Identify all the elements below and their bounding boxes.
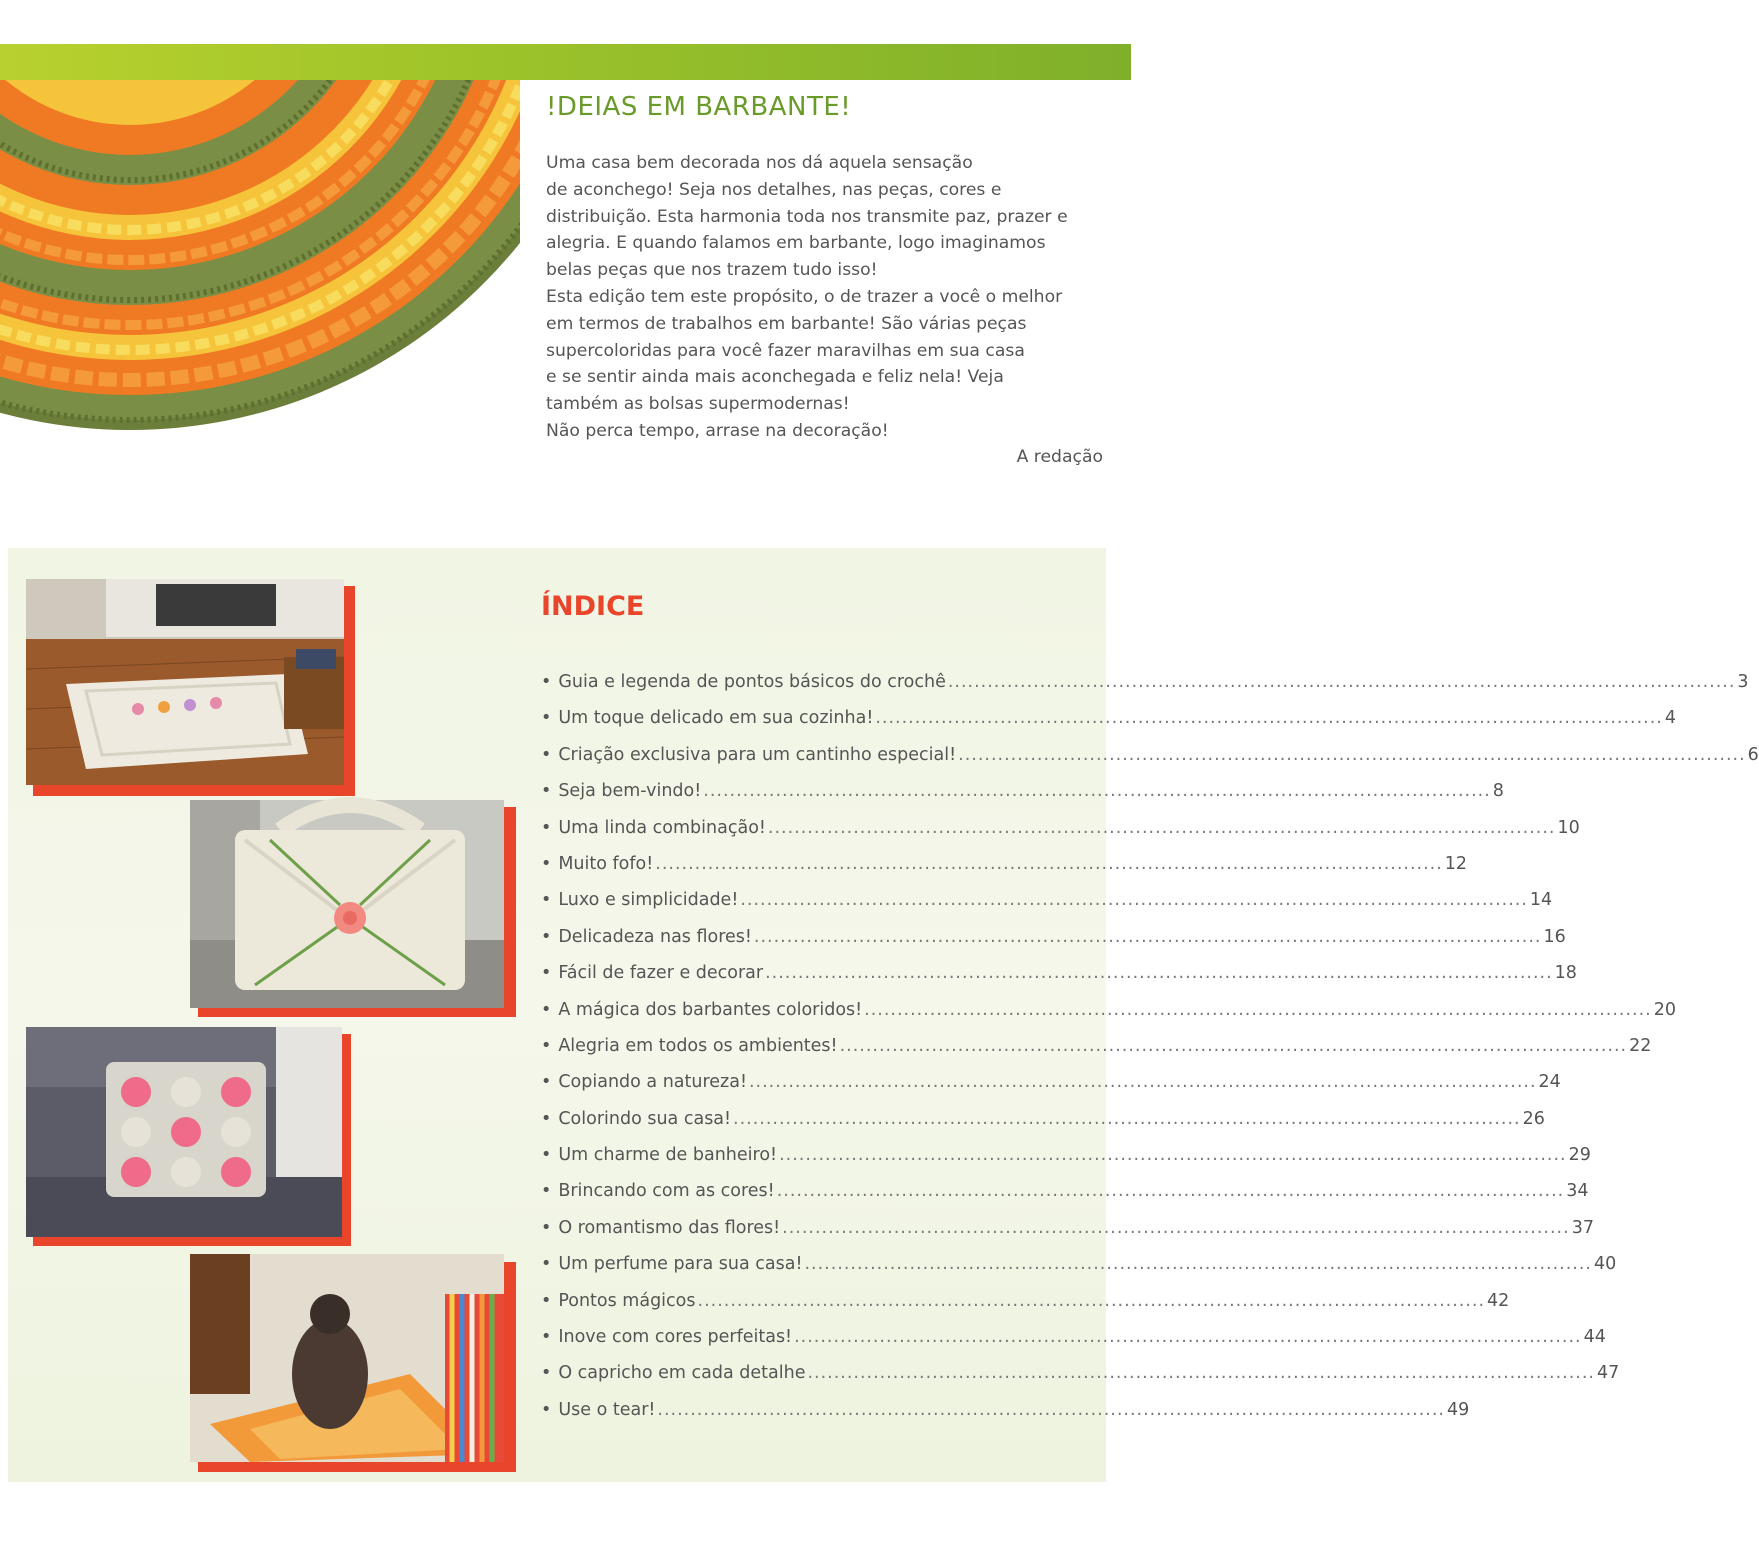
round-rug-photo — [0, 80, 520, 500]
toc-item-page: 8 — [1492, 781, 1504, 802]
bullet: • — [541, 963, 552, 984]
toc-item-page: 26 — [1522, 1108, 1545, 1129]
toc-item-page: 29 — [1568, 1145, 1591, 1166]
toc-item-page: 3 — [1737, 672, 1749, 692]
intro-line: supercoloridas para você fazer maravilhas em sua casa — [546, 340, 1025, 361]
bullet: • — [541, 1217, 552, 1238]
toc-item-label: Luxo e simplicidade! — [558, 890, 739, 911]
dot-leader: ........................................................................................................................ — [748, 1072, 1537, 1093]
index-title: ÍNDICE — [541, 591, 645, 622]
crochet-pillow-photo — [26, 1027, 342, 1237]
signature: A redação — [1016, 447, 1103, 467]
toc-item-page: 14 — [1529, 890, 1553, 911]
dot-leader: ........................................................................................................................ — [804, 1254, 1592, 1275]
toc-item-page: 34 — [1566, 1181, 1589, 1202]
toc-item-page: 20 — [1653, 999, 1676, 1020]
toc-item-page: 10 — [1557, 817, 1580, 838]
bullet: • — [541, 1145, 552, 1166]
intro-line: em termos de trabalhos em barbante! São várias peças — [546, 313, 1027, 334]
intro-line: Esta edição tem este propósito, o de trazer a você o melhor — [546, 286, 1063, 307]
dot-leader: ........................................................................................................................ — [875, 708, 1663, 729]
intro-line: Uma casa bem decorada nos dá aquela sensação — [546, 153, 973, 173]
toc-item[interactable] — [541, 1108, 1545, 1145]
toc-item-label: Muito fofo! — [558, 853, 654, 874]
bullet: • — [541, 926, 552, 947]
table-of-contents — [541, 672, 1759, 1436]
toc-item-page: 24 — [1538, 1072, 1561, 1093]
intro-text — [546, 150, 1106, 445]
toc-item[interactable] — [541, 1254, 1617, 1290]
toc-item[interactable] — [541, 963, 1577, 999]
toc-item[interactable] — [541, 1072, 1561, 1108]
bullet: • — [541, 1254, 552, 1275]
dot-leader: ........................................................................................................................ — [947, 672, 1736, 692]
bullet: • — [541, 999, 552, 1020]
toc-item[interactable] — [541, 817, 1580, 854]
toc-item-page: 40 — [1594, 1254, 1617, 1275]
toc-item[interactable] — [541, 926, 1566, 963]
toc-item-page: 47 — [1597, 1363, 1620, 1384]
toc-item[interactable] — [541, 1327, 1606, 1363]
toc-item-label: O romantismo das flores! — [558, 1217, 781, 1238]
toc-item-page: 18 — [1554, 963, 1577, 984]
bullet: • — [541, 708, 552, 729]
toc-item-label: Use o tear! — [558, 1399, 656, 1420]
bullet: • — [541, 744, 552, 765]
toc-item-page: 22 — [1629, 1035, 1652, 1056]
bullet: • — [541, 853, 552, 874]
toc-item[interactable] — [541, 1363, 1620, 1399]
toc-item[interactable] — [541, 1290, 1510, 1327]
dot-leader: ........................................................................................................................ — [655, 853, 1443, 874]
dot-leader: ........................................................................................................................ — [807, 1363, 1595, 1384]
dot-leader: ........................................................................................................................ — [657, 1399, 1445, 1420]
dot-leader: ........................................................................................................................ — [697, 1290, 1486, 1311]
dot-leader: ........................................................................................................................ — [753, 926, 1542, 947]
bullet: • — [541, 1399, 552, 1420]
toc-item[interactable] — [541, 1217, 1594, 1254]
bullet: • — [541, 1290, 552, 1311]
toc-item-page: 49 — [1446, 1399, 1470, 1420]
dot-leader: ........................................................................................................................ — [839, 1035, 1628, 1056]
bullet: • — [541, 1108, 552, 1129]
toc-item-label: Pontos mágicos — [558, 1290, 696, 1311]
toc-item-label: Um perfume para sua casa! — [558, 1254, 803, 1275]
toc-item-label: Um toque delicado em sua cozinha! — [558, 708, 874, 729]
toc-item-label: O capricho em cada detalhe — [558, 1363, 806, 1384]
intro-line: alegria. E quando falamos em barbante, logo imaginamos — [546, 233, 1046, 254]
toc-item-label: Uma linda combinação! — [558, 817, 766, 838]
toc-item-page: 37 — [1571, 1217, 1594, 1238]
toc-item[interactable] — [541, 708, 1677, 744]
dot-leader: ........................................................................................................................ — [864, 999, 1652, 1020]
bullet: • — [541, 817, 552, 838]
bullet: • — [541, 1363, 552, 1384]
intro-line: belas peças que nos trazem tudo isso! — [546, 260, 878, 281]
dot-leader: ........................................................................................................................ — [703, 781, 1491, 802]
toc-item-label: Copiando a natureza! — [558, 1072, 747, 1093]
toc-item-label: Inove com cores perfeitas! — [558, 1327, 793, 1348]
bullet: • — [541, 1072, 552, 1093]
toc-item-page: 4 — [1664, 708, 1677, 729]
intro-line: distribuição. Esta harmonia toda nos transmite paz, prazer e — [546, 206, 1068, 227]
bullet: • — [541, 672, 552, 692]
intro-line: também as bolsas supermodernas! — [546, 394, 850, 415]
toc-item[interactable] — [541, 1399, 1470, 1436]
toc-item[interactable] — [541, 781, 1504, 817]
toc-item-page: 42 — [1487, 1290, 1510, 1311]
dot-leader: ........................................................................................................................ — [740, 890, 1528, 911]
bullet: • — [541, 1035, 552, 1056]
rectangular-rug-photo — [26, 579, 344, 785]
dot-leader: ........................................................................................................................ — [779, 1145, 1567, 1166]
intro-line: e se sentir ainda mais aconchegada e feliz nela! Veja — [546, 367, 1004, 388]
page-title: !DEIAS EM BARBANTE! — [546, 92, 852, 122]
dot-leader: ........................................................................................................................ — [733, 1108, 1521, 1129]
toc-item[interactable] — [541, 853, 1468, 890]
toc-item-page: 12 — [1444, 853, 1468, 874]
toc-item[interactable] — [541, 999, 1676, 1036]
toc-item-label: Guia e legenda de pontos básicos do crochê — [558, 672, 946, 692]
dot-leader: ........................................................................................................................ — [958, 744, 1746, 765]
crochet-bag-photo — [190, 800, 504, 1008]
intro-line: Não perca tempo, arrase na decoração! — [546, 420, 889, 441]
dog-on-rug-photo — [190, 1254, 504, 1462]
toc-item-page: 44 — [1583, 1327, 1606, 1348]
toc-item-label: Alegria em todos os ambientes! — [558, 1035, 838, 1056]
intro-line: de aconchego! Seja nos detalhes, nas peças, cores e — [546, 179, 1002, 200]
toc-item[interactable] — [541, 744, 1759, 781]
toc-item-label: Seja bem-vindo! — [558, 781, 702, 802]
dot-leader: ........................................................................................................................ — [767, 817, 1556, 838]
toc-item[interactable] — [541, 1035, 1652, 1072]
toc-item-label: Colorindo sua casa! — [558, 1108, 732, 1129]
toc-item-label: Criação exclusiva para um cantinho especial! — [558, 744, 957, 765]
toc-item-label: Um charme de banheiro! — [558, 1145, 778, 1166]
toc-item-label: Delicadeza nas flores! — [558, 926, 752, 947]
toc-item-page: 16 — [1543, 926, 1566, 947]
toc-item[interactable] — [541, 1181, 1589, 1217]
bullet: • — [541, 890, 552, 911]
toc-item[interactable] — [541, 672, 1749, 708]
toc-item-label: Fácil de fazer e decorar — [558, 963, 764, 984]
toc-item[interactable] — [541, 890, 1553, 926]
dot-leader: ........................................................................................................................ — [776, 1181, 1565, 1202]
dot-leader: ........................................................................................................................ — [782, 1217, 1570, 1238]
dot-leader: ........................................................................................................................ — [765, 963, 1553, 984]
toc-item-label: Brincando com as cores! — [558, 1181, 775, 1202]
dot-leader: ........................................................................................................................ — [794, 1327, 1582, 1348]
bullet: • — [541, 1327, 552, 1348]
toc-item-label: A mágica dos barbantes coloridos! — [558, 999, 863, 1020]
toc-item-page: 6 — [1747, 744, 1759, 765]
bullet: • — [541, 781, 552, 802]
toc-item[interactable] — [541, 1145, 1591, 1181]
bullet: • — [541, 1181, 552, 1202]
header-green-band — [0, 44, 1131, 80]
